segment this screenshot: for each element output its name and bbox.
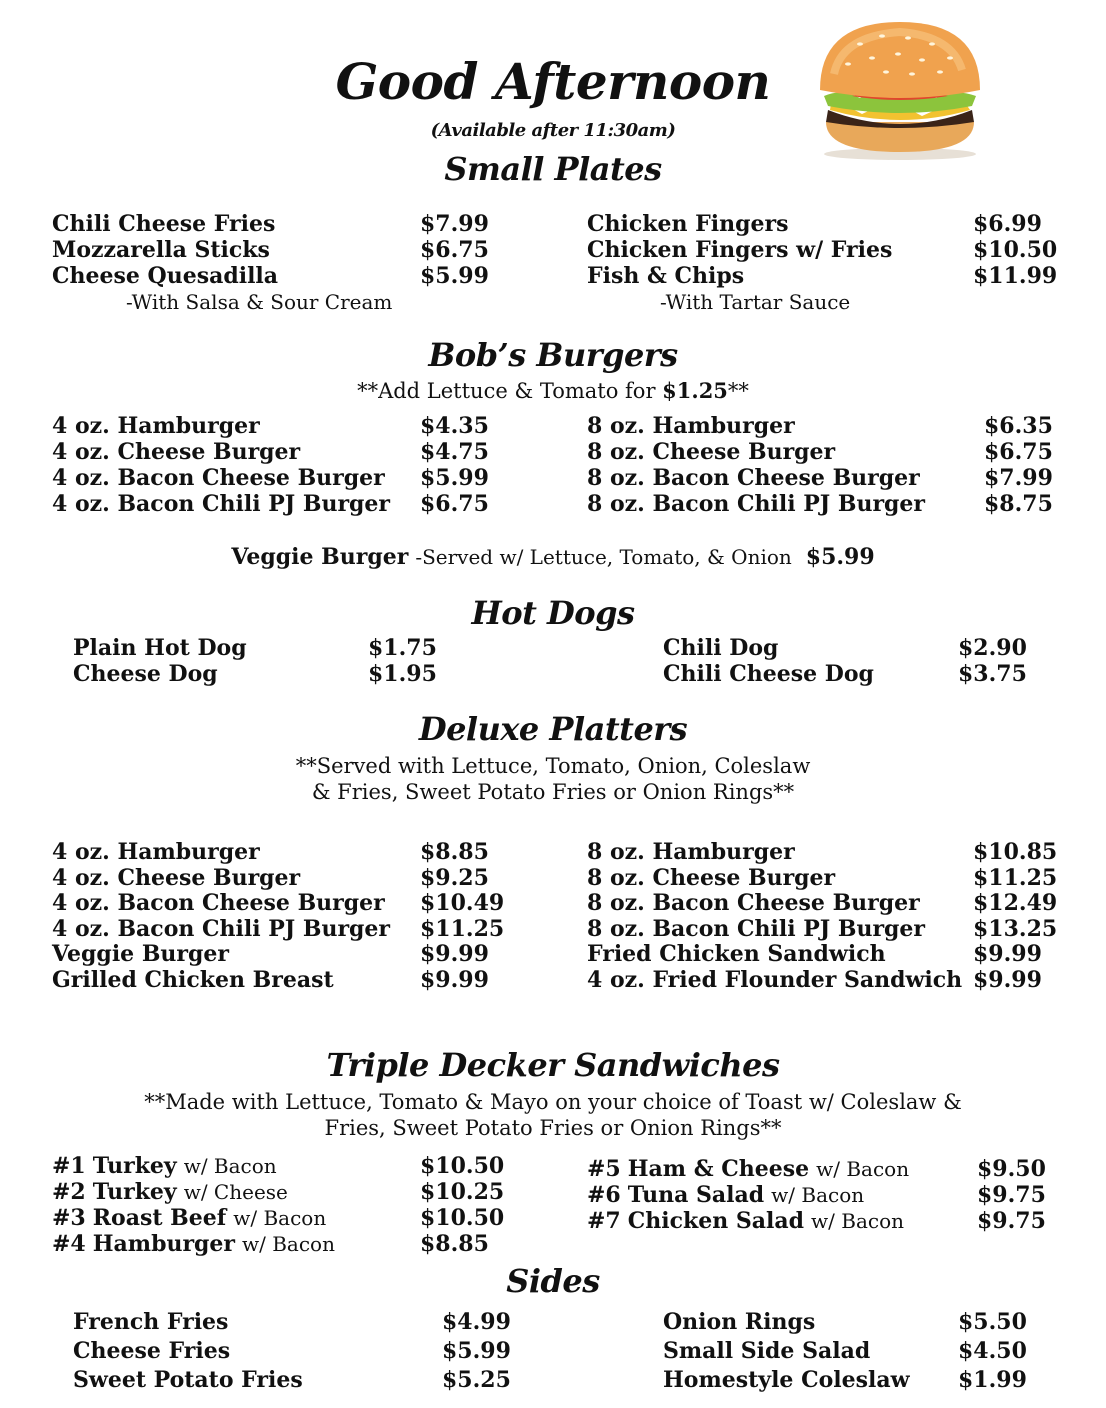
veggie-burger-desc: -Served w/ Lettuce, Tomato, & Onion xyxy=(415,545,792,569)
menu-item-name: Chili Cheese Dog xyxy=(663,661,874,687)
menu-item-name: Cheese Fries xyxy=(73,1338,231,1364)
sandwich-item xyxy=(52,1206,326,1231)
menu-item-price: $7.99 xyxy=(984,465,1053,491)
menu-item-price: $5.50 xyxy=(958,1309,1027,1335)
sandwich-extra: w/ Bacon xyxy=(242,1232,335,1256)
sandwich-extra: w/ Bacon xyxy=(816,1157,910,1181)
menu-item-name: Chili Dog xyxy=(663,635,779,661)
menu-item-name: Sweet Potato Fries xyxy=(73,1367,303,1393)
sandwich-extra: w/ Cheese xyxy=(183,1180,288,1204)
sandwich-number: #7 xyxy=(587,1208,621,1234)
burgers-note-text: **Add Lettuce & Tomato for xyxy=(357,379,663,403)
menu-item-name: 4 oz. Cheese Burger xyxy=(52,865,301,891)
menu-item-name: 4 oz. Hamburger xyxy=(52,413,260,439)
menu-item-price: $9.99 xyxy=(973,967,1042,993)
menu-item-price: $4.99 xyxy=(442,1309,511,1335)
menu-item-price: $6.35 xyxy=(984,413,1053,439)
menu-item-price: $9.75 xyxy=(977,1208,1046,1234)
menu-item-price: $11.99 xyxy=(973,263,1058,289)
menu-item-price: $9.75 xyxy=(977,1182,1046,1208)
menu-item-name: 8 oz. Cheese Burger xyxy=(587,439,836,465)
platters-title: Deluxe Platters xyxy=(418,710,688,748)
triple-decker-title: Triple Decker Sandwiches xyxy=(326,1046,780,1084)
burgers-title: Bob’s Burgers xyxy=(428,336,678,374)
menu-item-name: 4 oz. Fried Flounder Sandwich xyxy=(587,967,963,993)
sandwich-number: #2 xyxy=(52,1179,86,1205)
menu-item-price: $8.85 xyxy=(420,1231,489,1257)
menu-item-name: 4 oz. Bacon Chili PJ Burger xyxy=(52,916,391,942)
menu-item-name: French Fries xyxy=(73,1309,229,1335)
sandwich-name: Turkey xyxy=(92,1179,177,1205)
menu-item-price: $8.85 xyxy=(420,839,489,865)
menu-item-name: Chicken Fingers w/ Fries xyxy=(587,237,893,263)
availability-note: (Available after 11:30am) xyxy=(430,120,676,141)
sandwich-name: Ham & Cheese xyxy=(627,1156,810,1182)
menu-item-price: $9.99 xyxy=(973,941,1042,967)
menu-item-name: 4 oz. Bacon Cheese Burger xyxy=(52,465,385,491)
menu-item-name: 8 oz. Hamburger xyxy=(587,839,795,865)
item-note: -With Salsa & Sour Cream xyxy=(126,290,393,314)
menu-item-name: Cheese Dog xyxy=(73,661,218,687)
veggie-burger-line xyxy=(0,545,1106,570)
sandwich-number: #6 xyxy=(587,1182,621,1208)
menu-item-price: $5.99 xyxy=(442,1338,511,1364)
sandwich-name: Chicken Salad xyxy=(627,1208,805,1234)
menu-item-name: Chili Cheese Fries xyxy=(52,211,276,237)
sandwich-item xyxy=(587,1209,904,1234)
sandwich-name: Tuna Salad xyxy=(627,1182,765,1208)
menu-item-price: $9.25 xyxy=(420,865,489,891)
sandwich-extra: w/ Bacon xyxy=(183,1154,277,1178)
menu-item-price: $6.75 xyxy=(984,439,1053,465)
menu-item-price: $5.99 xyxy=(420,465,489,491)
sandwich-extra: w/ Bacon xyxy=(771,1183,865,1207)
menu-item-price: $4.35 xyxy=(420,413,489,439)
sandwich-number: #1 xyxy=(52,1153,86,1179)
menu-item-name: 8 oz. Hamburger xyxy=(587,413,795,439)
sandwich-number: #4 xyxy=(52,1231,86,1257)
menu-item-name: Onion Rings xyxy=(663,1309,816,1335)
triple-note-line1: **Made with Lettuce, Tomato & Mayo on your choice of Toast w/ Coleslaw & xyxy=(144,1090,962,1114)
menu-item-price: $8.75 xyxy=(984,491,1053,517)
menu-item-price: $11.25 xyxy=(973,865,1058,891)
sandwich-name: Hamburger xyxy=(92,1231,236,1257)
menu-item-name: Cheese Quesadilla xyxy=(52,263,279,289)
menu-item-price: $10.25 xyxy=(420,1179,505,1205)
menu-item-name: 4 oz. Bacon Cheese Burger xyxy=(52,890,385,916)
menu-item-name: 8 oz. Bacon Chili PJ Burger xyxy=(587,491,926,517)
menu-item-name: Fried Chicken Sandwich xyxy=(587,941,886,967)
menu-item-name: Veggie Burger xyxy=(52,941,229,967)
menu-item-price: $1.75 xyxy=(368,635,437,661)
menu-item-price: $2.90 xyxy=(958,635,1027,661)
sandwich-number: #3 xyxy=(52,1205,86,1231)
menu-item-name: 8 oz. Bacon Cheese Burger xyxy=(587,890,920,916)
burgers-note-price: $1.25 xyxy=(662,378,728,403)
menu-item-name: 4 oz. Cheese Burger xyxy=(52,439,301,465)
menu-item-name: Grilled Chicken Breast xyxy=(52,967,334,993)
platters-note-line1: **Served with Lettuce, Tomato, Onion, Coleslaw xyxy=(295,754,811,778)
menu-item-name: 8 oz. Cheese Burger xyxy=(587,865,836,891)
sandwich-item xyxy=(52,1154,277,1179)
menu-item-name: Mozzarella Sticks xyxy=(52,237,270,263)
menu-item-price: $11.25 xyxy=(420,916,505,942)
menu-item-price: $10.50 xyxy=(973,237,1058,263)
burgers-note-end: ** xyxy=(727,379,749,403)
sandwich-item xyxy=(52,1180,288,1205)
menu-item-price: $3.75 xyxy=(958,661,1027,687)
item-note: -With Tartar Sauce xyxy=(660,290,851,314)
burger-illustration xyxy=(812,14,988,162)
sandwich-extra: w/ Bacon xyxy=(233,1206,327,1230)
menu-item-price: $6.99 xyxy=(973,211,1042,237)
menu-item-price: $1.99 xyxy=(958,1367,1027,1393)
triple-note-line2: Fries, Sweet Potato Fries or Onion Rings** xyxy=(324,1116,782,1140)
sandwich-item xyxy=(52,1232,335,1257)
menu-item-name: Chicken Fingers xyxy=(587,211,789,237)
menu-item-name: Small Side Salad xyxy=(663,1338,871,1364)
menu-item-price: $9.99 xyxy=(420,967,489,993)
menu-item-price: $12.49 xyxy=(973,890,1058,916)
sandwich-name: Turkey xyxy=(92,1153,177,1179)
menu-item-name: Plain Hot Dog xyxy=(73,635,247,661)
page-title: Good Afternoon xyxy=(335,52,771,111)
menu-item-price: $10.50 xyxy=(420,1153,505,1179)
sandwich-number: #5 xyxy=(587,1156,621,1182)
menu-item-price: $10.85 xyxy=(973,839,1058,865)
veggie-burger-name: Veggie Burger xyxy=(231,544,409,570)
menu-item-price: $4.50 xyxy=(958,1338,1027,1364)
sides-title: Sides xyxy=(506,1262,600,1300)
sandwich-name: Roast Beef xyxy=(92,1205,227,1231)
menu-item-price: $5.99 xyxy=(420,263,489,289)
sandwich-item xyxy=(587,1183,864,1208)
platters-note-line2: & Fries, Sweet Potato Fries or Onion Rings** xyxy=(311,780,795,804)
menu-item-price: $9.50 xyxy=(977,1156,1046,1182)
menu-item-price: $1.95 xyxy=(368,661,437,687)
menu-item-name: 8 oz. Bacon Cheese Burger xyxy=(587,465,920,491)
menu-item-price: $6.75 xyxy=(420,237,489,263)
hot-dogs-title: Hot Dogs xyxy=(471,594,635,632)
menu-item-price: $6.75 xyxy=(420,491,489,517)
menu-item-name: 8 oz. Bacon Chili PJ Burger xyxy=(587,916,926,942)
menu-item-price: $7.99 xyxy=(420,211,489,237)
menu-item-name: 4 oz. Hamburger xyxy=(52,839,260,865)
menu-item-name: 4 oz. Bacon Chili PJ Burger xyxy=(52,491,391,517)
sandwich-extra: w/ Bacon xyxy=(811,1209,905,1233)
small-plates-title: Small Plates xyxy=(444,150,662,188)
burgers-note xyxy=(0,378,1106,403)
menu-item-price: $10.50 xyxy=(420,1205,505,1231)
menu-item-price: $9.99 xyxy=(420,941,489,967)
menu-item-price: $10.49 xyxy=(420,890,505,916)
sandwich-item xyxy=(587,1157,909,1182)
menu-item-price: $13.25 xyxy=(973,916,1058,942)
menu-item-price: $5.25 xyxy=(442,1367,511,1393)
menu-item-name: Homestyle Coleslaw xyxy=(663,1367,910,1393)
veggie-burger-price: $5.99 xyxy=(805,544,875,570)
menu-item-name: Fish & Chips xyxy=(587,263,745,289)
menu-item-price: $4.75 xyxy=(420,439,489,465)
